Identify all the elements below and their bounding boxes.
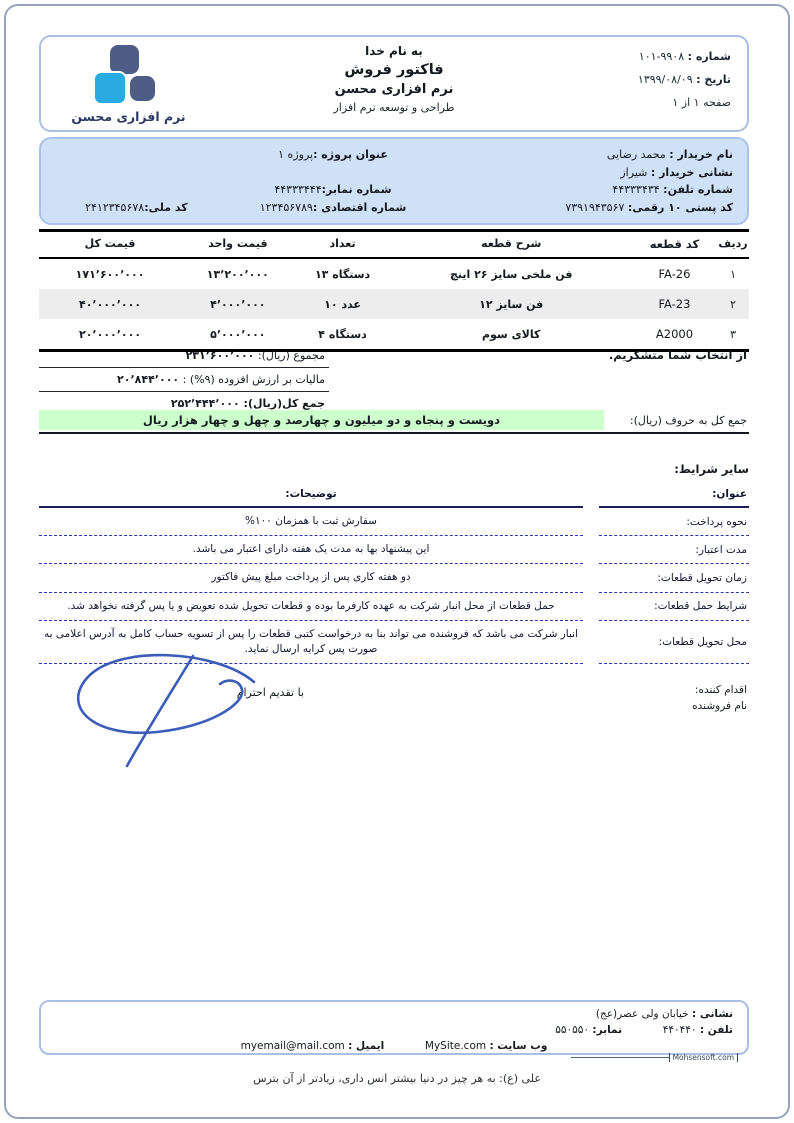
condition-value-shipping: حمل قطعات از محل انبار شرکت به عهده کارفرما بوده و قطعات تحویل شده تعویض و یا پس گرفته نخواهد شد.	[39, 593, 583, 621]
buyer-national-code	[55, 201, 218, 214]
header-total-price: قیمت کل	[84, 237, 136, 250]
cell-total-price: ۴۰٬۰۰۰٬۰۰۰	[79, 297, 142, 311]
buyer-postal-label: کد پستی ۱۰ رقمی:	[627, 200, 733, 214]
company-logo	[41, 37, 216, 130]
cell-unit-price: ۱۳٬۲۰۰٬۰۰۰	[206, 267, 269, 281]
grand-total-label: جمع کل(ریال):	[243, 397, 325, 410]
logo-square-dark-top	[110, 45, 139, 74]
conditions-section	[39, 462, 749, 664]
cell-total-price: ۲۰٬۰۰۰٬۰۰۰	[79, 327, 142, 341]
buyer-name-label: نام خریدار :	[669, 148, 733, 161]
cell-quantity: ۴ دستگاه	[318, 327, 367, 341]
footer-phone-label: تلفن :	[699, 1023, 733, 1036]
buyer-postal	[448, 201, 733, 214]
table-row	[39, 289, 749, 319]
project-title-label: عنوان پروژه :	[313, 148, 388, 161]
buyer-phone-value: ۴۴۳۳۳۴۳۴	[612, 183, 660, 197]
buyer-national-label: کد ملی:	[144, 200, 188, 214]
logo-square-dark-small	[130, 76, 155, 101]
cell-part-description: فن سایز ۱۲	[479, 297, 544, 311]
condition-label-delivery-time: زمان تحویل قطعات:	[599, 564, 749, 592]
conditions-header-description: توضیحات:	[39, 486, 583, 508]
condition-value-payment: %۱۰۰‎ همزمان‎ با‎ ثبت‎ سفارش	[39, 508, 583, 536]
cell-part-description: فن ملخی سایز ۲۶ اینچ	[449, 267, 573, 281]
table-row	[39, 259, 749, 289]
vat-value: ۲۰٬۸۴۴٬۰۰۰	[117, 373, 180, 386]
buyer-economic-code	[218, 201, 449, 214]
items-table-header	[39, 232, 749, 259]
condition-label-payment: نحوه پرداخت:	[599, 508, 749, 536]
cell-part-code: A2000	[655, 327, 694, 341]
buyer-name-value: محمد رضایی	[606, 148, 666, 161]
total-in-words-value: دویست و پنجاه و دو میلیون و چهارصد و چهل و چهار هزار ریال	[39, 410, 604, 430]
buyer-info-box	[39, 137, 749, 225]
invoice-number	[572, 50, 731, 63]
thank-you-text: از انتخاب شما متشکریم.	[608, 348, 747, 362]
footer-fax-value: ۵۵۰۵۵۰	[555, 1023, 590, 1036]
footer-web-label: وب سایت :	[489, 1039, 548, 1052]
buyer-phone	[448, 183, 733, 196]
buyer-row-4	[55, 201, 733, 214]
buyer-address-value: شیراز	[620, 165, 648, 179]
footer-box	[39, 1000, 749, 1055]
conditions-table	[39, 486, 749, 664]
condition-label-shipping: شرایط حمل قطعات:	[599, 593, 749, 621]
invoice-date	[572, 73, 731, 86]
project-title	[218, 148, 449, 161]
footer-email-value: myemail@mail.com	[240, 1039, 345, 1052]
actor-label: اقدام کننده:	[694, 684, 747, 696]
buyer-economic-label: شماره اقتصادی :	[312, 200, 407, 214]
footer-web-value: MySite.com	[424, 1039, 487, 1052]
buyer-address-label: نشانی خریدار :	[650, 165, 733, 179]
buyer-name	[448, 148, 733, 161]
company-subtitle: طراحی و توسعه نرم افزار	[333, 101, 455, 114]
handwritten-signature-icon	[47, 642, 267, 772]
respect-text: با تقدیم احترام	[236, 686, 304, 699]
condition-value-validity: این پیشنهاد بها به مدت یک هفته دارای اعتبار می باشد.	[39, 536, 583, 564]
cell-unit-price: ۵٬۰۰۰٬۰۰۰	[210, 327, 266, 341]
conditions-title: سایر شرایط:	[674, 462, 749, 476]
buyer-row-3	[55, 183, 733, 196]
footer-quote: علی (ع): به هر چیز در دنیا بیشتر انس داری، زیادتر از آن بترس	[253, 1072, 541, 1085]
cell-row-number: ۱	[730, 267, 736, 281]
buyer-economic-value: ۱۲۳۴۵۶۷۸۹	[259, 200, 313, 214]
cell-row-number: ۲	[730, 297, 736, 311]
cell-unit-price: ۴٬۰۰۰٬۰۰۰	[210, 297, 266, 311]
document-title: فاکتور فروش	[344, 62, 444, 78]
totals-section	[39, 344, 749, 439]
buyer-phone-label: شماره تلفن:	[663, 183, 733, 197]
total-in-words-row	[39, 410, 749, 434]
software-watermark	[571, 1053, 738, 1062]
header-row-number: ردیف	[718, 237, 748, 250]
condition-value-delivery-place: انبار شرکت می باشد که فروشنده می تواند بنا به درخواست کتبی قطعات را پس از تسویه حساب کامل به آدرس اعلامی به صورت پس کرایه ارسال نماید.	[39, 621, 583, 664]
invoice-date-label: تاریخ :	[696, 73, 731, 86]
vat-row	[39, 368, 329, 392]
buyer-postal-value: ۷۳۹۱۹۴۳۵۶۷	[565, 200, 625, 214]
total-in-words-label: جمع کل به حروف (ریال):	[629, 413, 747, 427]
header-part-code: کد قطعه	[649, 237, 700, 251]
buyer-row-1	[55, 148, 733, 161]
grand-total-value: ۲۵۲٬۴۴۴٬۰۰۰	[170, 397, 240, 410]
cell-part-code: FA-23	[658, 297, 691, 311]
bismillah-text: به نام خدا	[365, 44, 423, 58]
footer-web-email	[55, 1039, 733, 1055]
subtotal-label: مجموع (ریال):	[257, 349, 325, 362]
invoice-header	[39, 35, 749, 132]
invoice-number-value: ۱۰۱-۹۹۰۸	[638, 50, 685, 63]
subtotal-row	[39, 344, 329, 368]
footer-phone-value: ۴۴۰۴۴۰	[662, 1023, 697, 1036]
buyer-address	[448, 166, 733, 179]
conditions-header-title: عنوان:	[599, 486, 749, 508]
footer-address-value: خیابان ولی عصر(عج)	[595, 1008, 689, 1020]
cell-part-code: FA-26	[658, 267, 691, 281]
project-title-value: پروژه ۱	[278, 148, 314, 161]
invoice-number-label: شماره :	[687, 50, 731, 63]
cell-total-price: ۱۷۱٬۶۰۰٬۰۰۰	[75, 267, 145, 281]
footer-address	[55, 1007, 733, 1023]
cell-quantity: ۱۳ دستگاه	[314, 267, 371, 281]
totals-block	[39, 344, 329, 415]
logo-text: نرم افزاری محسن	[71, 109, 186, 124]
cell-row-number: ۳	[730, 327, 736, 341]
actor-block	[692, 682, 747, 715]
cell-quantity: ۱۰ عدد	[324, 297, 361, 311]
condition-value-delivery-time: دو هفته کاری پس از پرداخت مبلغ پیش فاکتور	[39, 564, 583, 592]
subtotal-value: ۲۳۱٬۶۰۰٬۰۰۰	[185, 349, 255, 362]
logo-squares-icon	[93, 45, 165, 107]
logo-square-blue	[93, 71, 127, 105]
header-part-description: شرح قطعه	[481, 237, 542, 250]
company-name: نرم افزاری محسن	[334, 82, 454, 97]
footer-fax-label: نمابر:	[592, 1023, 623, 1036]
watermark-text: Mohsensoft.com	[669, 1053, 738, 1062]
cell-part-description: کالای سوم	[481, 327, 541, 341]
items-table	[39, 229, 749, 352]
buyer-fax-label: شماره نمابر:	[321, 183, 392, 197]
condition-label-validity: مدت اعتبار:	[599, 536, 749, 564]
buyer-national-value: ۲۴۱۲۳۴۵۶۷۸	[85, 200, 145, 214]
page-count: صفحه ۱ از ۱	[672, 96, 731, 109]
buyer-fax	[218, 183, 449, 196]
actor-name: نام فروشنده	[692, 700, 747, 713]
header-unit-price: قیمت واحد	[208, 237, 268, 250]
footer-email-label: ایمیل :	[348, 1039, 385, 1052]
condition-label-delivery-place: محل تحویل قطعات:	[599, 621, 749, 664]
invoice-titles	[216, 37, 572, 130]
invoice-date-value: ۱۳۹۹/۰۸/۰۹	[637, 73, 693, 86]
vat-label: مالیات بر ارزش افزوده (۹%) :	[182, 373, 325, 386]
signature-section	[39, 652, 749, 772]
invoice-meta	[572, 37, 747, 130]
footer-phone-fax	[55, 1023, 733, 1039]
buyer-row-2	[55, 166, 733, 179]
header-quantity: تعداد	[329, 237, 356, 250]
footer-address-label: نشانی :	[692, 1008, 733, 1020]
watermark-line	[571, 1057, 669, 1058]
buyer-fax-value: ۴۴۳۳۳۴۴۴	[274, 183, 322, 197]
